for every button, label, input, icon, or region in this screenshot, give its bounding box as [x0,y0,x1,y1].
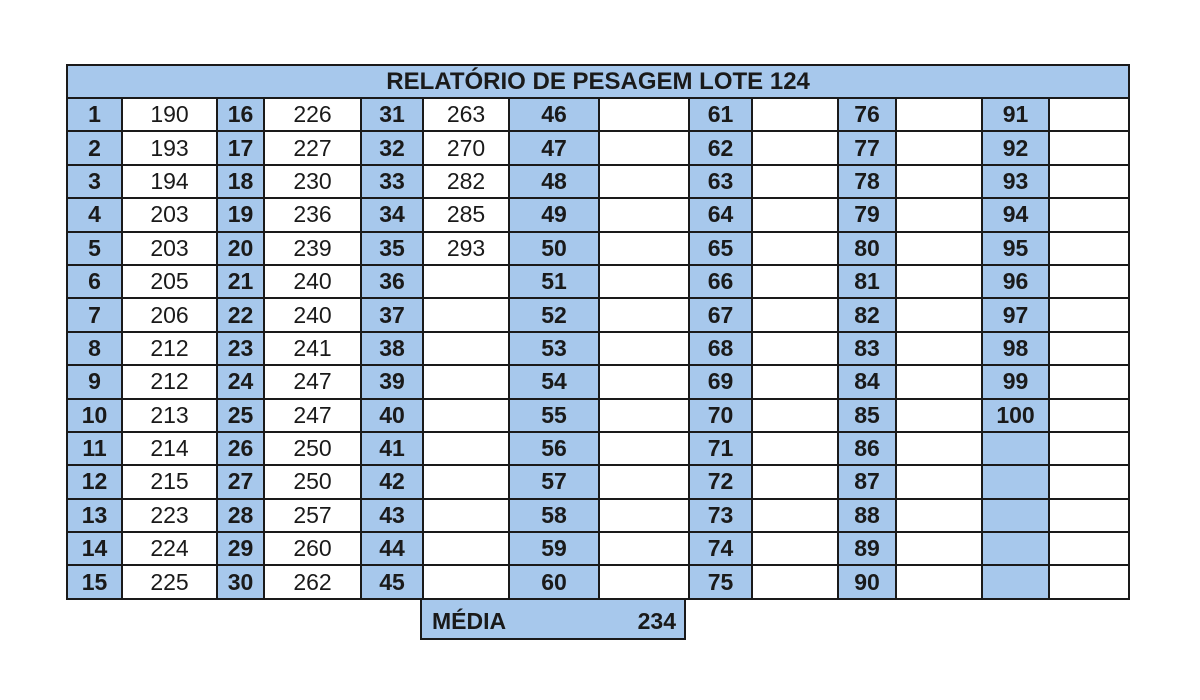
weight-cell [752,332,838,365]
animal-number-cell: 72 [689,465,752,498]
weight-cell [896,232,982,265]
weight-cell: 282 [423,165,509,198]
weight-cell [599,298,689,331]
animal-number-cell: 45 [361,565,423,598]
animal-number-cell: 85 [838,399,896,432]
animal-number-cell: 39 [361,365,423,398]
average-box [420,598,686,640]
weight-cell [423,399,509,432]
animal-number-cell: 43 [361,499,423,532]
animal-number-cell: 48 [509,165,599,198]
table-row [67,565,1129,598]
weight-cell: 250 [264,465,361,498]
weight-cell [599,465,689,498]
animal-number-cell [982,499,1049,532]
weight-cell [752,298,838,331]
weight-cell: 240 [264,265,361,298]
weight-cell [1049,465,1129,498]
animal-number-cell [982,532,1049,565]
weight-cell [599,432,689,465]
weight-cell [599,365,689,398]
weight-cell [423,565,509,598]
weight-cell: 236 [264,198,361,231]
weight-cell: 213 [122,399,217,432]
weight-cell [1049,332,1129,365]
animal-number-cell: 10 [67,399,122,432]
animal-number-cell: 36 [361,265,423,298]
animal-number-cell: 9 [67,365,122,398]
weight-cell: 225 [122,565,217,598]
weight-cell: 205 [122,265,217,298]
weight-cell: 250 [264,432,361,465]
weight-cell: 239 [264,232,361,265]
animal-number-cell: 66 [689,265,752,298]
weight-cell [599,198,689,231]
weight-cell: 270 [423,131,509,164]
animal-number-cell: 53 [509,332,599,365]
weight-cell [423,332,509,365]
weight-cell [896,98,982,131]
animal-number-cell: 94 [982,198,1049,231]
animal-number-cell: 95 [982,232,1049,265]
animal-number-cell: 46 [509,98,599,131]
table-row [67,532,1129,565]
animal-number-cell: 62 [689,131,752,164]
weight-cell [896,365,982,398]
animal-number-cell: 24 [217,365,264,398]
animal-number-cell: 80 [838,232,896,265]
animal-number-cell: 23 [217,332,264,365]
weight-cell [752,532,838,565]
weight-cell [752,232,838,265]
animal-number-cell: 87 [838,465,896,498]
animal-number-cell: 71 [689,432,752,465]
animal-number-cell: 55 [509,399,599,432]
weight-cell: 230 [264,165,361,198]
animal-number-cell: 97 [982,298,1049,331]
animal-number-cell: 59 [509,532,599,565]
weight-cell [423,432,509,465]
animal-number-cell: 81 [838,265,896,298]
weight-cell: 194 [122,165,217,198]
weight-cell [599,98,689,131]
table-row [67,365,1129,398]
table-row [67,432,1129,465]
weight-cell [599,332,689,365]
table-row [67,265,1129,298]
animal-number-cell: 67 [689,298,752,331]
animal-number-cell: 65 [689,232,752,265]
animal-number-cell: 99 [982,365,1049,398]
table-row [67,399,1129,432]
weight-cell: 262 [264,565,361,598]
animal-number-cell: 17 [217,131,264,164]
animal-number-cell: 91 [982,98,1049,131]
animal-number-cell: 82 [838,298,896,331]
animal-number-cell: 88 [838,499,896,532]
animal-number-cell: 1 [67,98,122,131]
animal-number-cell: 58 [509,499,599,532]
weight-cell [1049,265,1129,298]
animal-number-cell: 38 [361,332,423,365]
weight-cell [896,565,982,598]
animal-number-cell [982,432,1049,465]
animal-number-cell: 26 [217,432,264,465]
weight-cell [752,98,838,131]
weight-cell [423,499,509,532]
weight-cell: 203 [122,232,217,265]
weight-cell: 226 [264,98,361,131]
weight-cell [752,131,838,164]
animal-number-cell: 5 [67,232,122,265]
weight-cell [423,365,509,398]
animal-number-cell: 75 [689,565,752,598]
animal-number-cell: 63 [689,165,752,198]
weight-cell [896,532,982,565]
animal-number-cell: 56 [509,432,599,465]
report-title: RELATÓRIO DE PESAGEM LOTE 124 [67,65,1129,98]
weight-cell [423,465,509,498]
weight-cell [599,131,689,164]
animal-number-cell: 41 [361,432,423,465]
weight-cell [752,399,838,432]
animal-number-cell: 51 [509,265,599,298]
weight-cell [752,265,838,298]
weight-cell [896,265,982,298]
weight-cell [1049,232,1129,265]
weight-cell [599,265,689,298]
animal-number-cell: 83 [838,332,896,365]
weight-cell: 206 [122,298,217,331]
table-row [67,198,1129,231]
animal-number-cell: 33 [361,165,423,198]
animal-number-cell: 30 [217,565,264,598]
animal-number-cell: 40 [361,399,423,432]
animal-number-cell: 61 [689,98,752,131]
animal-number-cell: 47 [509,131,599,164]
animal-number-cell: 35 [361,232,423,265]
animal-number-cell: 11 [67,432,122,465]
animal-number-cell: 57 [509,465,599,498]
animal-number-cell: 6 [67,265,122,298]
animal-number-cell: 78 [838,165,896,198]
weight-cell [599,399,689,432]
animal-number-cell: 49 [509,198,599,231]
animal-number-cell: 74 [689,532,752,565]
report-body [67,98,1129,599]
animal-number-cell: 29 [217,532,264,565]
animal-number-cell: 7 [67,298,122,331]
weight-cell [1049,499,1129,532]
animal-number-cell: 2 [67,131,122,164]
animal-number-cell: 90 [838,565,896,598]
weight-cell: 263 [423,98,509,131]
animal-number-cell: 68 [689,332,752,365]
weight-cell: 247 [264,399,361,432]
weight-cell: 240 [264,298,361,331]
weight-cell: 285 [423,198,509,231]
animal-number-cell: 98 [982,332,1049,365]
table-row [67,98,1129,131]
weight-cell [896,131,982,164]
animal-number-cell: 8 [67,332,122,365]
weight-cell: 223 [122,499,217,532]
weight-cell: 193 [122,131,217,164]
table-row [67,232,1129,265]
animal-number-cell: 84 [838,365,896,398]
animal-number-cell: 93 [982,165,1049,198]
weight-cell: 214 [122,432,217,465]
animal-number-cell: 64 [689,198,752,231]
weight-cell [1049,565,1129,598]
weight-cell: 212 [122,365,217,398]
weight-cell: 190 [122,98,217,131]
weight-cell: 203 [122,198,217,231]
weight-cell [1049,399,1129,432]
animal-number-cell: 100 [982,399,1049,432]
weight-cell [752,198,838,231]
weight-cell: 260 [264,532,361,565]
weight-cell [752,465,838,498]
weight-cell: 227 [264,131,361,164]
weight-cell [599,532,689,565]
weight-cell [423,265,509,298]
weight-cell: 224 [122,532,217,565]
animal-number-cell: 4 [67,198,122,231]
animal-number-cell: 13 [67,499,122,532]
animal-number-cell: 3 [67,165,122,198]
table-row [67,298,1129,331]
animal-number-cell: 20 [217,232,264,265]
animal-number-cell: 37 [361,298,423,331]
animal-number-cell: 96 [982,265,1049,298]
animal-number-cell: 69 [689,365,752,398]
animal-number-cell: 76 [838,98,896,131]
animal-number-cell: 54 [509,365,599,398]
animal-number-cell: 21 [217,265,264,298]
table-row [67,131,1129,164]
table-row [67,332,1129,365]
weight-cell [423,532,509,565]
weight-cell [896,465,982,498]
animal-number-cell: 16 [217,98,264,131]
weight-cell [752,432,838,465]
animal-number-cell: 19 [217,198,264,231]
weight-cell [599,499,689,532]
weight-cell [752,499,838,532]
animal-number-cell: 15 [67,565,122,598]
animal-number-cell: 73 [689,499,752,532]
weight-cell [1049,365,1129,398]
weight-cell [423,298,509,331]
weight-cell [896,198,982,231]
weight-cell [752,165,838,198]
weight-cell: 215 [122,465,217,498]
animal-number-cell: 14 [67,532,122,565]
animal-number-cell: 18 [217,165,264,198]
weight-cell [752,365,838,398]
animal-number-cell: 79 [838,198,896,231]
animal-number-cell: 32 [361,131,423,164]
table-row [67,465,1129,498]
weight-cell [1049,532,1129,565]
weight-cell [1049,298,1129,331]
table-row [67,165,1129,198]
animal-number-cell: 89 [838,532,896,565]
animal-number-cell: 28 [217,499,264,532]
animal-number-cell [982,465,1049,498]
weight-cell [599,232,689,265]
weight-cell [896,332,982,365]
weight-cell: 212 [122,332,217,365]
weight-cell [1049,98,1129,131]
average-value: 234 [637,608,676,634]
weight-cell: 257 [264,499,361,532]
weight-cell [599,165,689,198]
weighing-report-table [66,64,1130,600]
animal-number-cell: 50 [509,232,599,265]
weight-cell: 293 [423,232,509,265]
weight-cell [1049,165,1129,198]
weight-cell [1049,131,1129,164]
weight-cell [896,298,982,331]
animal-number-cell: 25 [217,399,264,432]
weight-cell [896,432,982,465]
weight-cell [599,565,689,598]
weight-cell [896,165,982,198]
animal-number-cell: 86 [838,432,896,465]
weight-cell: 247 [264,365,361,398]
animal-number-cell: 31 [361,98,423,131]
weight-cell [896,399,982,432]
animal-number-cell: 60 [509,565,599,598]
weight-cell: 241 [264,332,361,365]
animal-number-cell: 22 [217,298,264,331]
animal-number-cell: 77 [838,131,896,164]
weight-cell [1049,198,1129,231]
animal-number-cell: 34 [361,198,423,231]
average-label: MÉDIA [432,608,507,634]
animal-number-cell: 12 [67,465,122,498]
weight-cell [896,499,982,532]
animal-number-cell: 42 [361,465,423,498]
animal-number-cell [982,565,1049,598]
animal-number-cell: 92 [982,131,1049,164]
table-row [67,499,1129,532]
animal-number-cell: 52 [509,298,599,331]
animal-number-cell: 44 [361,532,423,565]
animal-number-cell: 70 [689,399,752,432]
weight-cell [1049,432,1129,465]
animal-number-cell: 27 [217,465,264,498]
weight-cell [752,565,838,598]
